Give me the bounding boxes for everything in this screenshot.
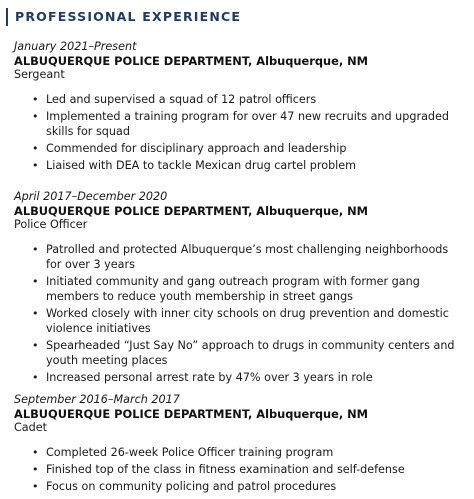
bullet-text: Commended for disciplinary approach and leadership — [46, 142, 347, 155]
bullet-icon: • — [32, 463, 39, 476]
job-employer: ALBUQUERQUE POLICE DEPARTMENT, Albuquerque, NM — [14, 54, 369, 68]
job-entry-sergeant — [14, 40, 466, 175]
section-header-professional-experience — [6, 8, 241, 26]
bullet-text: Initiated community and gang outreach program with former gang members to reduce youth membership in street gangs — [46, 275, 420, 303]
bullet-text: Worked closely with inner city schools on drug prevention and domestic violence initiatives — [46, 307, 449, 335]
bullet-text: Increased personal arrest rate by 47% over 3 years in role — [46, 371, 373, 384]
list-item — [14, 338, 466, 368]
job-title: Cadet — [14, 421, 48, 434]
job-title: Police Officer — [14, 218, 88, 231]
bullet-text: Spearheaded “Just Say No” approach to drugs in community centers and youth meeting places — [46, 339, 455, 367]
job-dates: January 2021–Present — [14, 40, 137, 53]
list-item — [14, 274, 466, 304]
section-title: PROFESSIONAL EXPERIENCE — [15, 9, 242, 24]
job-employer: ALBUQUERQUE POLICE DEPARTMENT, Albuquerque, NM — [14, 204, 369, 218]
bullet-icon: • — [32, 159, 39, 172]
bullet-icon: • — [32, 307, 39, 320]
bullet-icon: • — [32, 339, 39, 352]
bullet-text: Finished top of the class in fitness examination and self-defense — [46, 463, 405, 476]
list-item — [14, 109, 466, 139]
list-item — [14, 158, 466, 173]
bullet-text: Led and supervised a squad of 12 patrol officers — [46, 93, 317, 106]
list-item — [14, 306, 466, 336]
list-item — [14, 445, 466, 460]
bullet-icon: • — [32, 110, 39, 123]
bullet-text: Liaised with DEA to tackle Mexican drug cartel problem — [46, 159, 357, 172]
list-item — [14, 92, 466, 107]
job-title: Sergeant — [14, 68, 65, 81]
list-item — [14, 242, 466, 272]
bullet-icon: • — [32, 446, 39, 459]
bullet-text: Patrolled and protected Albuquerque’s most challenging neighborhoods for over 3 years — [46, 243, 449, 271]
job-dates: September 2016–March 2017 — [14, 393, 180, 406]
job-entry-cadet — [14, 393, 466, 496]
list-item — [14, 141, 466, 156]
job-employer: ALBUQUERQUE POLICE DEPARTMENT, Albuquerque, NM — [14, 407, 369, 421]
bullet-icon: • — [32, 275, 39, 288]
bullet-icon: • — [32, 142, 39, 155]
job-bullet-list — [14, 92, 466, 173]
bullet-icon: • — [32, 243, 39, 256]
list-item — [14, 479, 466, 494]
job-bullet-list — [14, 242, 466, 385]
job-bullet-list — [14, 445, 466, 494]
list-item — [14, 370, 466, 385]
bullet-text: Focus on community policing and patrol procedures — [46, 480, 337, 493]
bullet-icon: • — [32, 371, 39, 384]
bullet-icon: • — [32, 480, 39, 493]
list-item — [14, 462, 466, 477]
job-entry-police-officer — [14, 190, 466, 387]
bullet-text: Implemented a training program for over 47 new recruits and upgraded skills for squad — [46, 110, 450, 138]
bullet-text: Completed 26-week Police Officer training program — [46, 446, 334, 459]
bullet-icon: • — [32, 93, 39, 106]
job-dates: April 2017–December 2020 — [14, 190, 168, 203]
